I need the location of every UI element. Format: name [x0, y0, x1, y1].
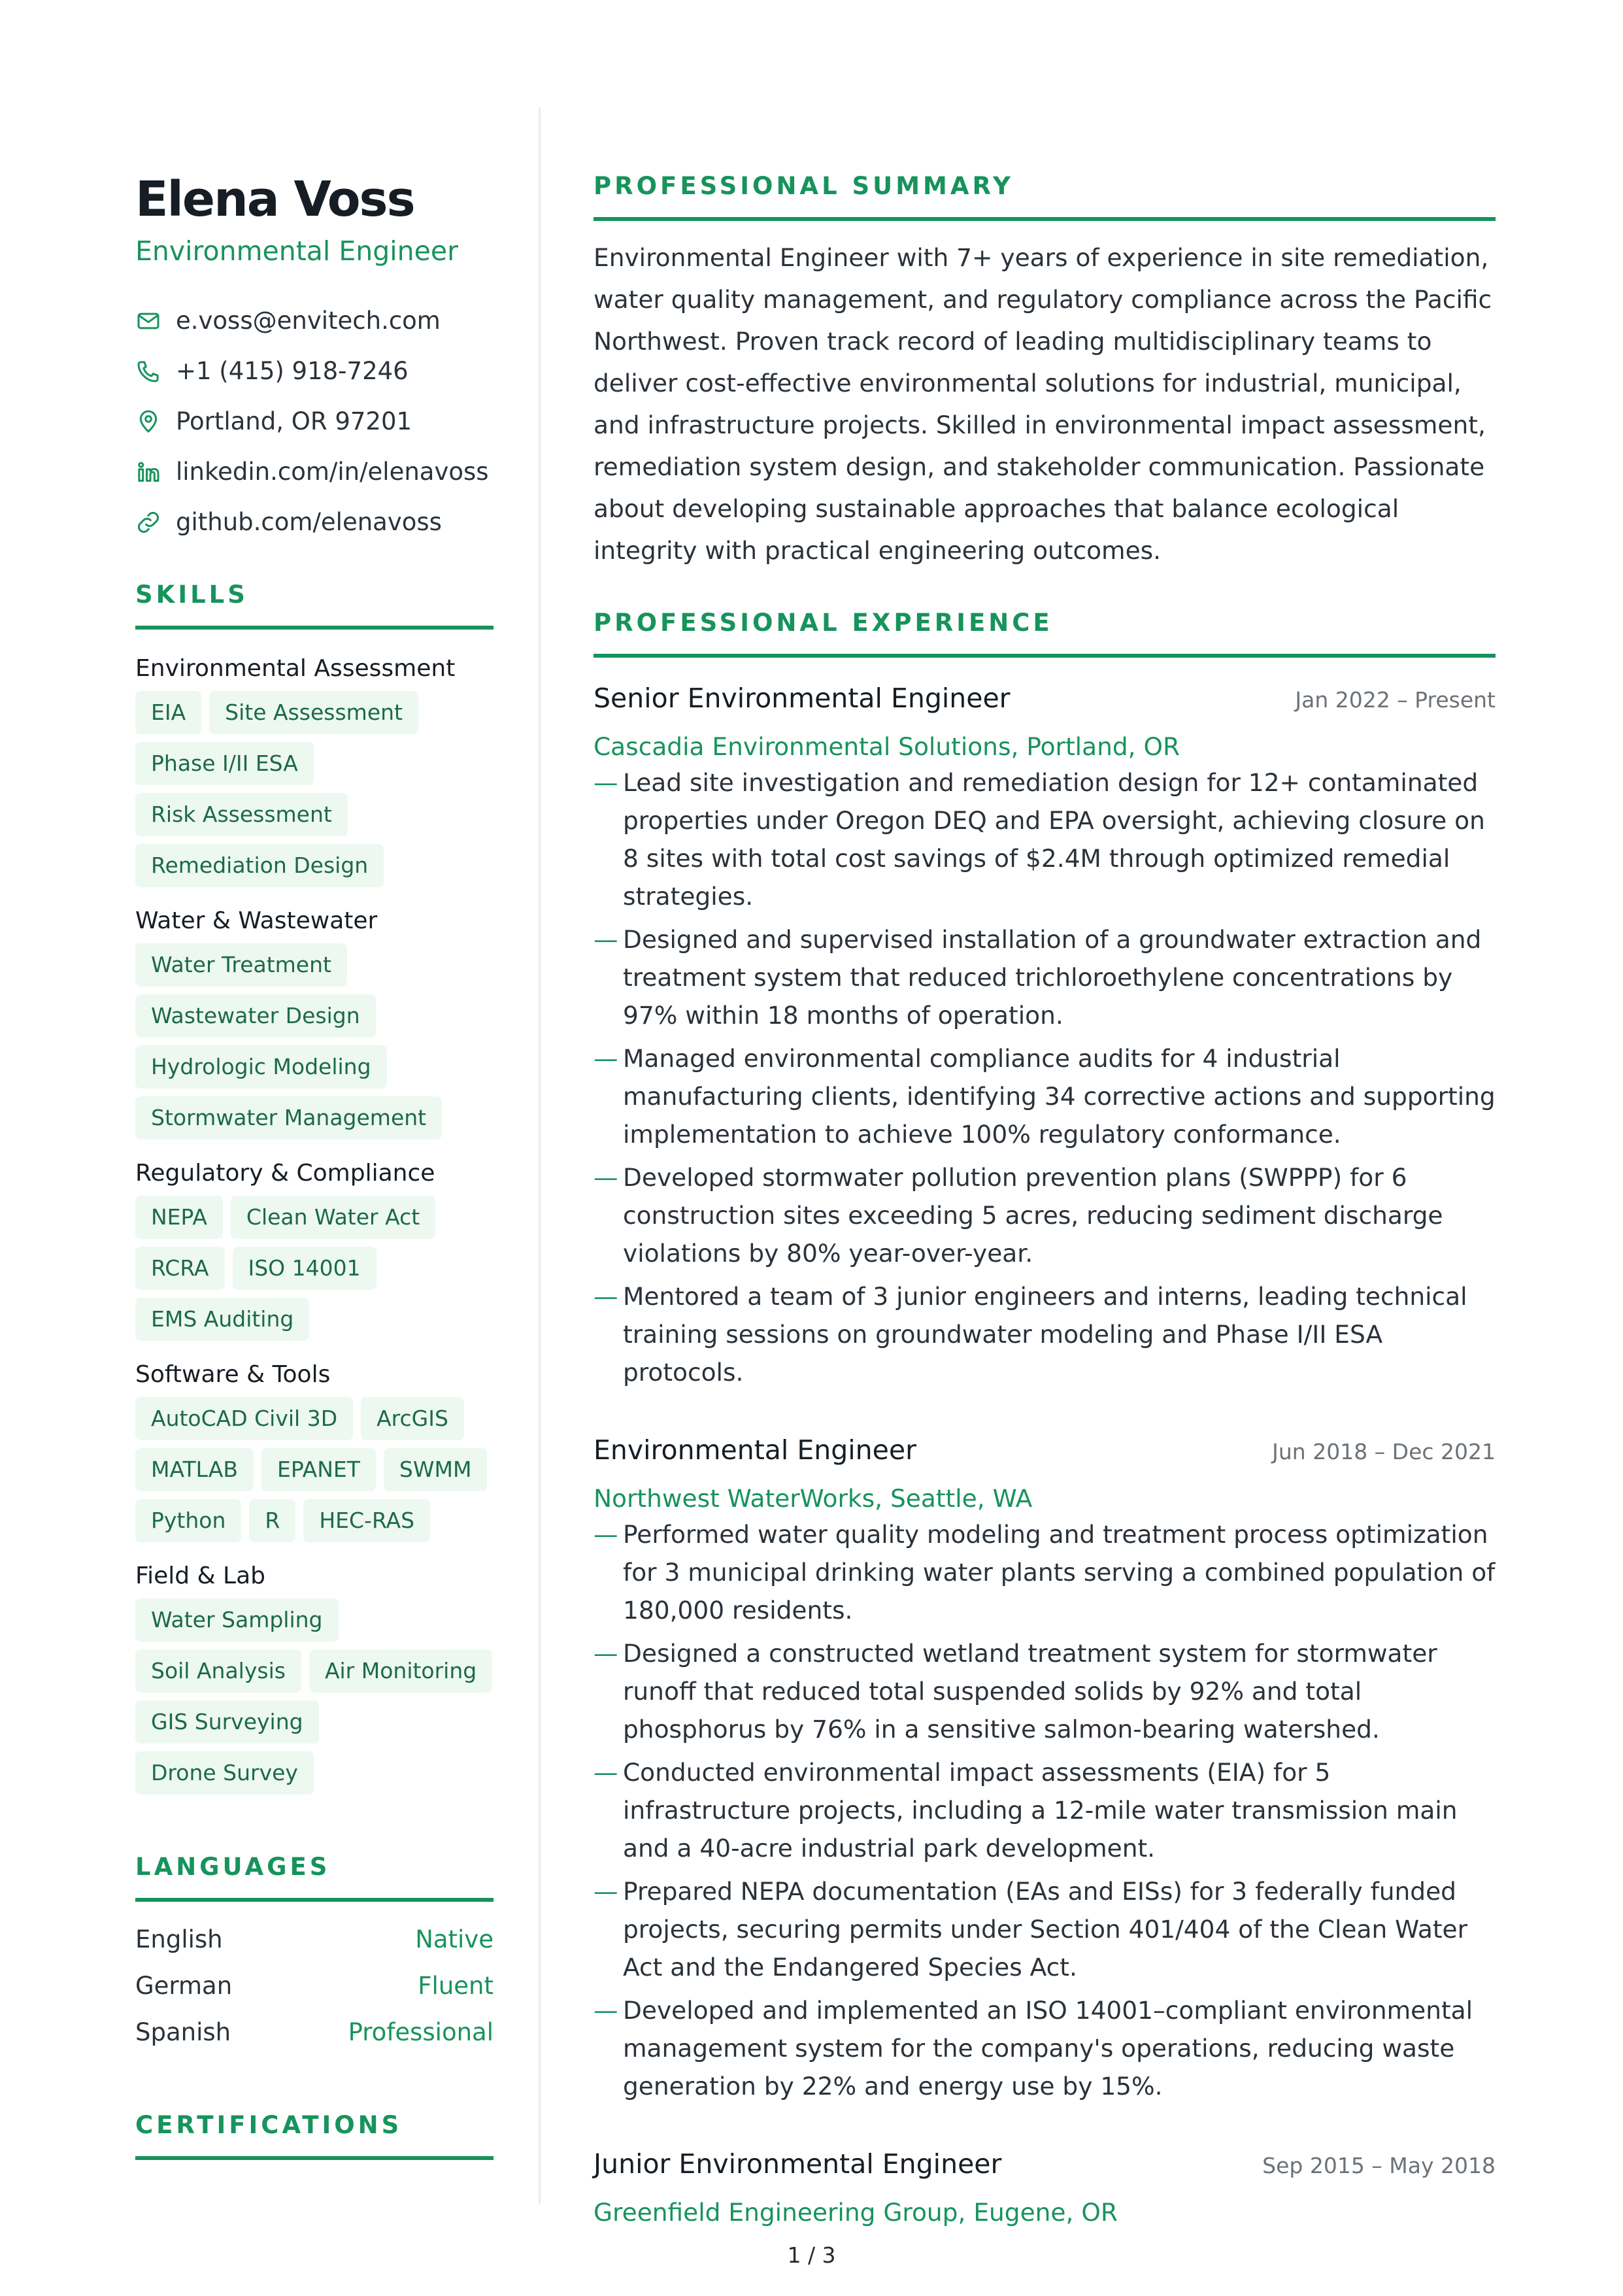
skills-heading: SKILLS [135, 581, 248, 609]
language-name: German [135, 1972, 233, 2000]
certifications-heading: CERTIFICATIONS [135, 2111, 403, 2139]
summary-rule [594, 217, 1496, 221]
skill-chip: SWMM [384, 1448, 488, 1491]
job-dates: Jan 2022 – Present [1295, 687, 1496, 713]
contact-location [135, 396, 494, 447]
candidate-role: Environmental Engineer [135, 235, 458, 267]
skill-group [135, 1359, 494, 1542]
skill-chip-list [135, 691, 494, 887]
bullet-text: Designed and supervised installation of a groundwater extraction and treatment system that reduced trichloroethylene concentrations by 97% within 18 months of operation. [623, 925, 1482, 1030]
language-level: Professional [348, 2018, 494, 2046]
linkedin-icon [135, 459, 161, 485]
skill-chip: NEPA [135, 1196, 223, 1239]
job-title: Junior Environmental Engineer [594, 2148, 1002, 2180]
experience-section [594, 608, 1496, 2229]
job-bullet [594, 1515, 1496, 1629]
bullet-text: Prepared NEPA documentation (EAs and EISs) for 3 federally funded projects, securing permits under Section 401/404 of the Clean Water Act and the Endangered Species Act. [623, 1877, 1468, 1982]
skill-chip-list [135, 1397, 494, 1542]
language-level: Native [415, 1925, 494, 1953]
skill-chip: MATLAB [135, 1448, 254, 1491]
job-header [594, 683, 1496, 714]
skill-group [135, 653, 494, 887]
skill-group-title: Water & Wastewater [135, 907, 378, 934]
contact-email-text: e.voss@envitech.com [176, 307, 441, 335]
job-dates: Jun 2018 – Dec 2021 [1272, 1439, 1496, 1464]
job-bullet [594, 764, 1496, 915]
contact-github[interactable] [135, 497, 494, 547]
column-divider [539, 107, 541, 2204]
skill-chip: Drone Survey [135, 1751, 314, 1795]
summary-heading: PROFESSIONAL SUMMARY [594, 172, 1014, 200]
bullet-text: Developed and implemented an ISO 14001–compliant environmental management system for the company's operations, reducing waste generation by 22% and energy use by 15%. [623, 1996, 1473, 2101]
contact-linkedin[interactable] [135, 447, 494, 497]
bullet-text: Lead site investigation and remediation design for 12+ contaminated properties under Oregon DEQ and EPA oversight, achieving closure on 8 sites with total cost savings of $2.4M through optimized remedial strategies. [623, 768, 1485, 911]
contact-linkedin-text: linkedin.com/in/elenavoss [176, 458, 489, 486]
skill-chip: Soil Analysis [135, 1649, 301, 1693]
bullet-dash: — [594, 1044, 618, 1073]
skill-chip: ArcGIS [361, 1397, 464, 1440]
skill-chip-list [135, 943, 494, 1140]
job-header [594, 1434, 1496, 1466]
bullet-text: Mentored a team of 3 junior engineers and interns, leading technical training sessions on groundwater modeling and Phase I/II ESA protocols. [623, 1282, 1467, 1387]
sidebar [135, 171, 494, 2160]
skill-group [135, 1158, 494, 1341]
job-dates: Sep 2015 – May 2018 [1262, 2153, 1496, 2178]
skill-chip: Python [135, 1499, 241, 1542]
skill-group-title: Software & Tools [135, 1361, 331, 1388]
bullet-text: Performed water quality modeling and treatment process optimization for 3 municipal drinking water plants serving a combined population of 180,000 residents. [623, 1520, 1496, 1625]
skill-group [135, 1561, 494, 1795]
languages-section [135, 1852, 494, 2055]
language-row [135, 2009, 494, 2055]
bullet-dash: — [594, 1877, 618, 1906]
job-bullet [594, 1753, 1496, 1867]
bullet-dash: — [594, 768, 618, 797]
bullet-dash: — [594, 1758, 618, 1787]
contact-github-text: github.com/elenavoss [176, 508, 442, 536]
contact-email[interactable] [135, 295, 494, 346]
contact-phone-text: +1 (415) 918-7246 [176, 357, 409, 385]
link-icon [135, 509, 161, 535]
skill-chip: HEC-RAS [303, 1499, 430, 1542]
job-title: Environmental Engineer [594, 1434, 916, 1466]
bullet-dash: — [594, 1996, 618, 2025]
skill-chip: Hydrologic Modeling [135, 1045, 387, 1089]
job-entry [594, 1434, 1496, 2105]
skills-rule [135, 626, 494, 630]
skill-group-title: Regulatory & Compliance [135, 1160, 435, 1187]
certifications-rule [135, 2156, 494, 2160]
contact-phone[interactable] [135, 346, 494, 396]
job-bullet-list [594, 1515, 1496, 2105]
job-bullet [594, 1634, 1496, 1748]
language-name: English [135, 1925, 223, 1953]
candidate-name: Elena Voss [135, 171, 414, 228]
skill-chip: Clean Water Act [231, 1196, 435, 1239]
skill-chip: R [249, 1499, 295, 1542]
skill-chip: Phase I/II ESA [135, 742, 314, 785]
skill-chip: Stormwater Management [135, 1096, 442, 1140]
job-bullet [594, 920, 1496, 1034]
skill-chip: Wastewater Design [135, 994, 376, 1038]
job-bullet [594, 1158, 1496, 1272]
main-column [594, 171, 1496, 2229]
contact-list [135, 295, 494, 547]
page-indicator: 1 / 3 [787, 2242, 836, 2268]
skill-group-title: Environmental Assessment [135, 655, 456, 682]
skill-chip: EPANET [261, 1448, 376, 1491]
bullet-text: Designed a constructed wetland treatment system for stormwater runoff that reduced total suspended solids by 92% and total phosphorus by 76% in a sensitive salmon-bearing watershed. [623, 1639, 1437, 1744]
skill-group-title: Field & Lab [135, 1562, 266, 1589]
bullet-dash: — [594, 1639, 618, 1668]
job-header [594, 2148, 1496, 2180]
skill-chip: ISO 14001 [233, 1247, 376, 1290]
phone-icon [135, 358, 161, 384]
certifications-section [135, 2110, 494, 2160]
location-pin-icon [135, 409, 161, 435]
language-list [135, 1916, 494, 2055]
summary-section [594, 171, 1496, 571]
skill-chip: Water Sampling [135, 1598, 339, 1642]
job-bullet [594, 1991, 1496, 2105]
experience-rule [594, 654, 1496, 658]
skill-chip: GIS Surveying [135, 1700, 319, 1744]
bullet-dash: — [594, 1282, 618, 1311]
job-company: Cascadia Environmental Solutions, Portland, OR [594, 732, 1180, 761]
bullet-text: Developed stormwater pollution prevention plans (SWPPP) for 6 construction sites exceeding 5 acres, reducing sediment discharge violations by 80% year-over-year. [623, 1163, 1443, 1268]
job-bullet [594, 1039, 1496, 1153]
skill-chip: Remediation Design [135, 844, 384, 887]
skill-group [135, 905, 494, 1140]
skill-chip: Water Treatment [135, 943, 347, 987]
contact-location-text: Portland, OR 97201 [176, 407, 412, 435]
skill-chip: EMS Auditing [135, 1298, 309, 1341]
bullet-text: Managed environmental compliance audits for 4 industrial manufacturing clients, identifying 34 corrective actions and supporting implementation to achieve 100% regulatory conformance. [623, 1044, 1496, 1149]
language-name: Spanish [135, 2018, 231, 2046]
skill-chip: AutoCAD Civil 3D [135, 1397, 353, 1440]
skill-chip: Site Assessment [209, 691, 418, 734]
language-row [135, 1916, 494, 1963]
skill-chip: Risk Assessment [135, 793, 348, 836]
job-title: Senior Environmental Engineer [594, 683, 1011, 714]
skill-chip-list [135, 1598, 494, 1795]
skills-section [135, 580, 494, 1795]
experience-heading: PROFESSIONAL EXPERIENCE [594, 609, 1053, 637]
bullet-text: Conducted environmental impact assessments (EIA) for 5 infrastructure projects, including a 12-mile water transmission main and a 40-acre industrial park development. [623, 1758, 1458, 1863]
job-bullet-list [594, 764, 1496, 1391]
language-row [135, 1963, 494, 2009]
language-level: Fluent [418, 1972, 494, 2000]
bullet-dash: — [594, 925, 618, 954]
mail-icon [135, 308, 161, 334]
job-bullet [594, 1277, 1496, 1391]
skill-chip: Air Monitoring [309, 1649, 492, 1693]
skill-chip-list [135, 1196, 494, 1341]
skill-chip: RCRA [135, 1247, 225, 1290]
skill-chip: EIA [135, 691, 201, 734]
job-company: Northwest WaterWorks, Seattle, WA [594, 1484, 1033, 1513]
job-company: Greenfield Engineering Group, Eugene, OR [594, 2198, 1118, 2227]
job-bullet [594, 1872, 1496, 1986]
summary-text: Environmental Engineer with 7+ years of experience in site remediation, water quality management, and regulatory compliance across the Pacific Northwest. Proven track record of leading multidisciplinary teams to deliver cost-effective environmental solutions for industrial, municipal, and infrastructure projects. Skilled in environmental impact assessment, remediation system design, and stakeholder communication. Passionate about developing sustainable approaches that balance ecological integrity with practical engineering outcomes. [594, 243, 1492, 565]
bullet-dash: — [594, 1163, 618, 1192]
languages-heading: LANGUAGES [135, 1853, 331, 1881]
bullet-dash: — [594, 1520, 618, 1549]
job-entry [594, 2148, 1496, 2229]
languages-rule [135, 1898, 494, 1902]
job-entry [594, 683, 1496, 1391]
